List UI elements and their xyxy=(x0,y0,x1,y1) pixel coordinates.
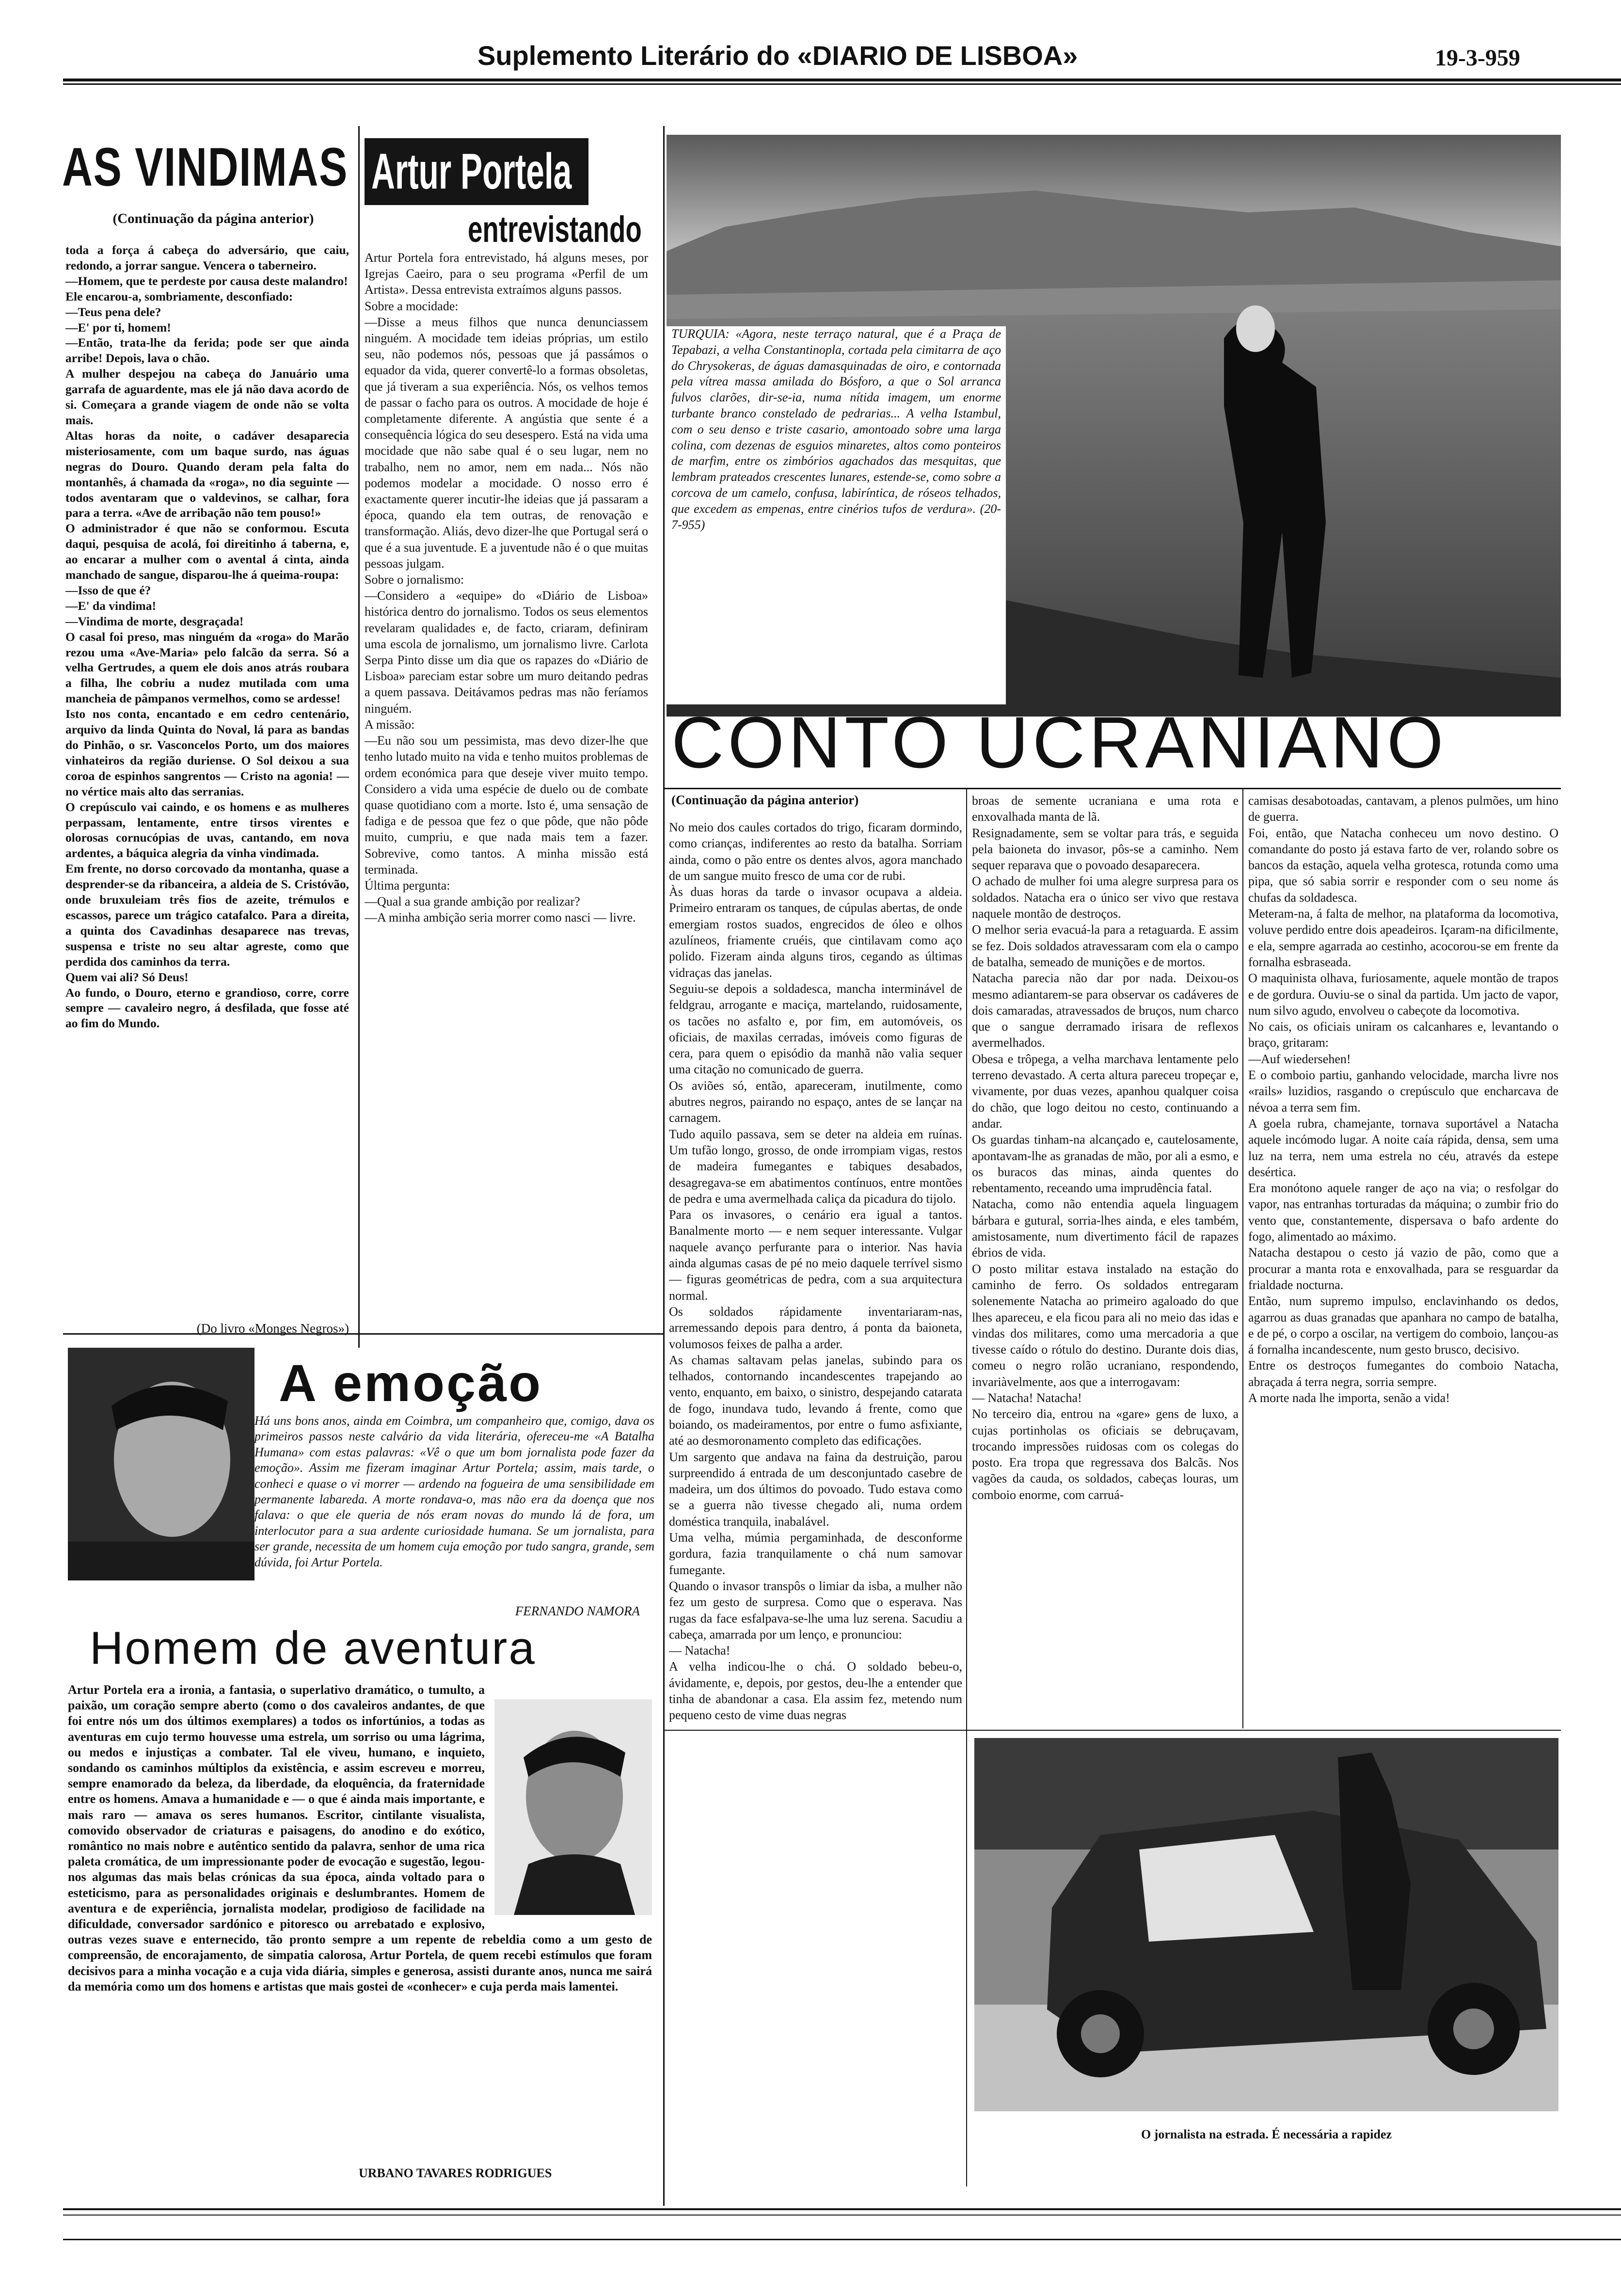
aventura-title: Homem de aventura xyxy=(90,1622,536,1674)
conto-col-3: camisas desabotoadas, cantavam, a plenos pulmões, um hino de guerra. Foi, então, que Natacha conheceu um novo destino. O comandante do posto já estava farto de ver, rolando sobre os bancos da estação, aquela velha grotesca, rotunda como uma pipa, que só sabia sorrir e responder com o seu nome ás chufas da soldadesca. Meteram-na, á falta de melhor, na plataforma da locomotiva, voluve perdido entre dois apeadeiros. Içaram-na dificilmente, e ela, sempre agarrada ao cestinho, acocorou-se em frente da fornalha esbraseada. O maquinista olhava, furiosamente, aquele montão de trapos e de gordura. Ouviu-se o sinal da partida. Um jacto de vapor, num silvo agudo, envolveu o cabeçote da locomotiva. No cais, os oficiais uniram os calcanhares e, levantando o braço, gritaram: —Auf wiedersehen! E o comboio partiu, ganhando velocidade, marcha livre nos «rails» luzidios, rasgando o crepúsculo que encharcava de névoa a terra sem fim. A goela rubra, chamejante, tornava suportável a Natacha aquele incómodo lugar. A noite caía rápida, densa, sem uma luz na terra, nem uma estrela no céu, através da estepe desértica. Era monótono aquele ranger de aço na via; o resfolgar do vapor, nas entranhas torturadas da máquina; o zumbir frio do vento que, constantemente, dispersava o bafo ardente do fogo, alimentado ao máximo. Natacha destapou o cesto já vazio de pão, como que a procurar a manta rota e enxovalhada, para se resguardar da frialdade nocturna. Então, num supremo impulso, enclavinhando os dedos, agarrou as duas granadas que apanhara no campo de batalha, e de pé, o corpo a oscilar, na vertigem do comboio, lançou-as á fornalha incandescente, num gesto brusco, decisivo. Entre os destroços fumegantes do comboio Natacha, abraçada á terra negra, sorria sempre. A morte nada lhe importa, senão a vida! xyxy=(1248,794,1558,1405)
masthead-date: 19-3-959 xyxy=(1435,45,1520,71)
turkey-caption: TURQUIA: «Agora, neste terraço natural, que é a Praça de Tepabazi, a velha Constantinopla, cortada pela cimitarra de aço do Chrysokeras, de águas damasquinadas de oiro, e contornada pela vítrea massa amilada do Bósforo, a que o Sol arranca fulvos clarões, dir-se-ia, numa nítida imagem, um enorme turbante branco constelado de pedrarias... A velha Istambul, com o seu denso e triste casario, amontoado sobre uma larga colina, com dezenas de esguios minaretes, altos como ponteiros de marfim, entre os zimbórios agachados das mesquitas, que lembram prateados crescentes lunares, estende-se, como sobre a corcova de um camelo, confusa, labiríntica, de róseos telhados, que excedem as empenas, entre cinérios tufos de verdura». (20-7-955) xyxy=(667,326,1006,704)
interview-subtitle-wrap xyxy=(468,208,659,252)
conto-col-2: broas de semente ucraniana e uma rota e enxovalhada manta de lã. Resignadamente, sem se voltar para trás, e seguida pela baioneta do invasor, pôs-se a caminho. Nem sequer reparava que o povoado desaparecera. O achado de mulher foi uma alegre surpresa para os soldados. Natacha era o único ser vivo que restava naquele montão de destroços. O melhor seria evacuá-la para a retaguarda. E assim se fez. Dois soldados atravessaram com ela o campo de batalha, semeado de munições e de mortos. Natacha parecia não dar por nada. Deixou-os mesmo adiantarem-se para observar os cadáveres de dois camaradas, atravessados de bruços, num charco que o sangue derramado irisara de reflexos avermelhados. Obesa e trôpega, a velha marchava lentamente pelo terreno devastado. A certa altura pareceu tropeçar e, vivamente, por duas vezes, apanhou qualquer coisa do chão, que logo deitou no cesto, continuando a andar. Os guardas tinham-na alcançado e, cautelosamente, apontavam-lhe as granadas de mão, por ali a esmo, e os buracos das minas, ainda quentes do rebentamento, receando uma imprudência fatal. Natacha, como não entendia aquela linguagem bárbara e gutural, sorria-lhes ainda, e eles também, amistosamente, num divertimento fácil de rapazes ébrios de vida. O posto militar estava instalado na estação do caminho de ferro. Os soldados entregaram solenemente Natacha ao primeiro agaloado do que lhes apareceu, e ela ficou para ali no meio das idas e vindas dos militares, como uma mercadoria a que tivesse caído o rótulo do destino. Durante dois dias, comeu o negro rolão ucraniano, respondendo, invariàvelmente, aos que a interrogavam: — Natacha! Natacha! No terceiro dia, entrou na «gare» gens de luxo, a cujas portinholas os oficiais se debruçavam, trocando impressões ruidosas com os colegas do posto. Era tropa que regressava dos Balcãs. Nos vagões da cauda, os soldados, cabeças louras, um comboio enorme, com carruá- xyxy=(972,794,1239,1502)
footer-rule xyxy=(63,2215,1621,2216)
car-photo-graphic xyxy=(974,1738,1558,2111)
aventura-photo-spacer xyxy=(485,1682,652,1917)
column-rule xyxy=(966,788,967,2186)
aventura-body: Artur Portela era a ironia, a fantasia, o superlativo dramático, o tumulto, a paixão, um coração sempre aberto (como o dos cavaleiros andantes, de que foi entre nós um dos últimos exemplares) a todos os infortúnios, a todas as aventuras em cujo termo houvesse uma estrela, um sorriso ou uma lágrima, ou medos e injustiças a combater. Tal ele viveu, humano, e inquieto, sondando os caminhos múltiplos da existência, e assim escreveu e morreu, sempre enamorado da beleza, da liberdade, da eloquência, da fraternidade entre os homens. Amava a humanidade e — o que é ainda mais importante, e mais raro — amava os seres humanos. Escritor, cintilante visualista, comovido observador de criaturas e paisagens, do anodino e do exótico, romântico no mais nobre e autêntico sentido da palavra, senhor de uma rica paleta cromática, de um impressionante poder de evocação e sugestão, legou-nos algumas das mais belas crónicas da sua época, ainda voltado para o esteticismo, para as personalidades originais e deslumbrantes. Homem de aventura e de experiência, jornalista modelar, prodigioso de facilidade na dificuldade, conversador sardónico e pitoresco ou arrebatado e explosivo, outras vezes suave e enternecido, tão pronto sempre a um repente de rebeldia como a um gesto de compreensão, de encorajamento, de simpatia calorosa, Artur Portela, de quem recebi estímulos que foram decisivos para a minha vocação e a cuja vida diária, simples e generosa, assisti durante anos, nunca me sairá da memória como um dos homens e artistas que mais gostei de «conhecer» e cuja perda mais lamentei. xyxy=(68,1683,652,1993)
car-caption: O jornalista na estrada. É necessária a rapidez xyxy=(1141,2127,1392,2141)
turkey-photo xyxy=(667,135,1561,717)
interview-subtitle: entrevistando xyxy=(468,209,642,250)
aventura-author: URBANO TAVARES RODRIGUES xyxy=(359,2166,552,2180)
footer-rule xyxy=(63,2208,1621,2210)
vindimas-source: (Do livro «Monges Negros») xyxy=(196,1321,349,1336)
conto-col-1: No meio dos caules cortados do trigo, ficaram dormindo, como crianças, indiferentes ao resto da batalha. Sorriam ainda, como o pão entre os dentes alvos, agora manchado de um sangue muito fresco de uma cor de rubi. Às duas horas da tarde o invasor ocupava a aldeia. Primeiro entraram os tanques, de cúpulas abertas, de onde emergiam rostos suados, engrecidos de óleo e olhos azulíneos, friamente cruéis, que cintilavam como aço polido. Fizeram ainda alguns tiros, cegando as últimas vidraças das janelas. Seguiu-se depois a soldadesca, mancha interminável de feldgrau, arrogante e maciça, martelando, ruidosamente, os tacões no asfalto e, por fim, em automóveis, os oficiais, de maxilas cerradas, imóveis como figuras de cera, para quem o episódio da manhã não valia sequer uma citação no comunicado de guerra. Os aviões só, então, apareceram, inutilmente, como abutres negros, pairando no espaço, antes de se lançar na carnagem. Tudo aquilo passava, sem se deter na aldeia em ruínas. Um tufão longo, grosso, de onde irrompiam vigas, restos de madeira fumegantes e tabiques desabados, desagregava-se em abatimentos contínuos, entre montões de pedra e uma avermelhada caliça da picadura do tijolo. Para os invasores, o cenário era igual a tantos. Banalmente morto — e nem sequer interessante. Vulgar naquele avanço perfurante para o interior. Nas havia ainda algumas casas de pé no meio daquele terrível sismo — figuras geométricas de pedra, com a sua arquitectura normal. Os soldados rápidamente inventariaram-nas, arremessando depois para dentro, á ponta da baioneta, volumosos feixes de palha a arder. As chamas saltavam pelas janelas, subindo para os telhados, contornando incandescentes trapejando ao vento, enquanto, em baixo, o sinistro, despejando catarata de fogo, inundava tudo, levando á frente, como que boiando, os madeiramentos, por entre o fumo asfixiante, até ao desmoronamento completo das edificações. Um sargento que andava na faina da destruição, parou surpreendido á entrada de um desconjuntado casebre de madeira, um dos últimos do povoado. Tudo estava como se a guerra não tivesse chegado ali, numa ordem doméstica tranquila, inabalável. Uma velha, múmia pergaminhada, de desconforme gordura, fazia tranquilamente o chá num samovar fumegante. Quando o invasor transpôs o limiar da isba, a mulher não fez um gesto de surpresa. Como que o esperava. Nas rugas da face esfalpava-se-lhe uma luz serena. Sacudiu a cabeça, amarrada por um lenço, e pronunciou: — Natacha! A velha indicou-lhe o chá. O soldado bebeu-o, ávidamente, e, depois, por gestos, deu-lhe a entender que tinha de abandonar a casa. Ela assim fez, metendo num pequeno cesto de vime duas negras xyxy=(669,820,962,1722)
column-rule xyxy=(358,126,360,1348)
vindimas-continuation: (Continuação da página anterior) xyxy=(112,211,314,226)
emocao-title: A emoção xyxy=(279,1354,543,1412)
interview-title-box xyxy=(365,138,588,205)
column-rule xyxy=(1242,788,1243,1728)
conto-continuation: (Continuação da página anterior) xyxy=(671,793,859,807)
vindimas-title: AS VINDIMAS xyxy=(62,137,348,197)
emocao-author: FERNANDO NAMORA xyxy=(515,1604,640,1618)
masthead-rule-top xyxy=(63,79,1621,81)
emocao-body: Há uns bons anos, ainda em Coimbra, um companheiro que, comigo, dava os primeiros passos neste calvário da vida literária, ofereceu-me «A Batalha Humana» com estas palavras: «Vê o que um bom jornalista pode fazer da emoção». Assim me fizeram imaginar Artur Portela; assim, mais tarde, o conheci e quase o vi morrer — ardendo na fogueira de uma sensibilidade em permanente labareda. A morte rondava-o, mas não era da doença que nos falava: o que ele queria de nós eram novas do mundo lá de fora, um interlocutor para a sua ardente curiosidade humana. Se um jornalista, para ser grande, necessita de um homem cuja emoção por tudo sangra, grande, sem dúvida, foi Artur Portela. xyxy=(254,1414,654,1569)
interview-title: Artur Portela xyxy=(371,144,572,200)
vindimas-title-wrap xyxy=(62,136,358,204)
car-photo xyxy=(974,1738,1558,2111)
masthead-title: Suplemento Literário do «DIARIO DE LISBOA» xyxy=(477,40,1078,71)
vindimas-body: toda a força á cabeça do adversário, que caiu, redondo, a jorrar sangue. Vencera o taberneiro. —Homem, que te perdeste por causa deste malandro! Ele encarou-a, sombriamente, desconfiado: —Teus pena dele? —E' por ti, homem! —Então, trata-lhe da ferida; pode ser que ainda arribe! Depois, lava o chão. A mulher despejou na cabeça do Januário uma garrafa de aguardente, mas ele já não dava acordo de si. Começara a grande viagem de onde não se volta mais. Altas horas da noite, o cadáver desaparecia misteriosamente, com um baque surdo, nas águas negras do Douro. Quando deram pela falta do montanhês, á chamada da «roga», no dia seguinte — todos aventaram que o valdevinos, se calhar, fora para a terra. «Ave de arribação não tem pouso!» O administrador é que não se conformou. Escuta daqui, pesquisa de acolá, foi direitinho á taberna, e, ao encarar a mulher com o avental á cinta, ainda manchado de sangue, disparou-lhe á queima-roupa: —Isso de que é? —E' da vindima! —Vindima de morte, desgraçada! O casal foi preso, mas ninguém da «roga» do Marão rezou uma «Ave-Maria» pelo falcão da serra. Só a velha Gertrudes, a quem ele dois anos atrás roubara a filha, lhe cobriu a nudez mutilada com uma mancheia de pâmpanos vermelhos, como se ardesse! Isto nos conta, encantado e em cedro centenário, arquivo da linda Quinta do Noval, lá para as bandas do Pinhão, o sr. Vasconcelos Porto, um dos maiores vinhateiros da região duriense. O Sol deixou a sua coroa de espinhos sangrentos — Cristo na agonia! — no vértice mais alto das serranias. O crepúsculo vai caindo, e os homens e as mulheres perpassam, lentamente, entre tirsos virentes e olorosas cornucópias de uvas, cantando, em nova ardentes, a báquica alegria da vinha vindimada. Em frente, no dorso corcovado da montanha, quase a desprender-se da ribanceira, a aldeia de S. Cristóvão, onde bruxuleiam três fios de azeite, trémulos e escassos, parece um trágico catafalco. Para a direita, a quinta dos Cavadinhas desaparece nas trevas, suspensa e triste no seu altar agreste, como que perdida dos caminhos da terra. Quem vai ali? Só Deus! Ao fundo, o Douro, eterno e grandioso, corre, corre sempre — cavaleiro negro, á desfilada, que fosse até ao fim do Mundo. xyxy=(65,243,349,1031)
masthead-rule-bottom xyxy=(63,83,1621,85)
namora-portrait-graphic xyxy=(68,1348,254,1580)
column-rule xyxy=(663,126,665,2206)
namora-portrait xyxy=(68,1348,254,1580)
footer-rule xyxy=(63,2239,1621,2240)
conto-title: CONTO UCRANIANO xyxy=(671,702,1447,783)
interview-body: Artur Portela fora entrevistado, há alguns meses, por Igrejas Caeiro, para o seu programa «Perfil de um Artista». Dessa entrevista extraímos alguns passos. Sobre a mocidade: —Disse a meus filhos que nunca denunciassem ninguém. A mocidade tem ideias próprias, um estilo seu, não podemos nós, pessoas que já passámos o equador da vida, querer convertê-lo a formas obsoletas, que já tiveram a sua experiência. Nós, os velhos temos de passar o facho para os outros. A mocidade de hoje é completamente diferente. A angústia que sente é a consequência lógica do seu desespero. Está na vida uma mocidade que não sabe qual é o seu lugar, nem no trabalho, nem no amor, nem em nada... Nós não podemos modelar a mocidade. O nosso erro é exactamente querer incutir-lhe ideias que já passaram a época, quando ela tem outras, de renovação e transformação. Aliás, devo dizer-lhe que Portugal será o que é a sua juventude. E a juventude não é o que muitas pessoas julgam. Sobre o jornalismo: —Considero a «equipe» do «Diário de Lisboa» histórica dentro do jornalismo. Todos os seus elementos revelaram qualidades e, de facto, criaram, definiram uma escola de jornalismo, um jornalismo livre. Carlota Serpa Pinto disse um dia que os rapazes do «Diário de Lisboa» pareciam estar sobre um muro deitando pedras a quem passava. Deitávamos pedras mas não feríamos ninguém. A missão: —Eu não sou um pessimista, mas devo dizer-lhe que tenho lutado muito na vida e tenho muitos problemas de ordem económica para que deseje viver muito tempo. Considero a vida uma espécie de duelo ou de combate quase quotidiano com a morte. Isto é, uma sensação de fadiga e de pessoa que fez o que pôde, que não pôde muito, cumpriu, e que nada mais tem a fazer. Sobrevive, como tantos. A minha missão está terminada. Última pergunta: —Qual a sua grande ambição por realizar? —A minha ambição seria morrer como nasci — livre. xyxy=(365,251,648,925)
section-rule xyxy=(664,788,1561,789)
